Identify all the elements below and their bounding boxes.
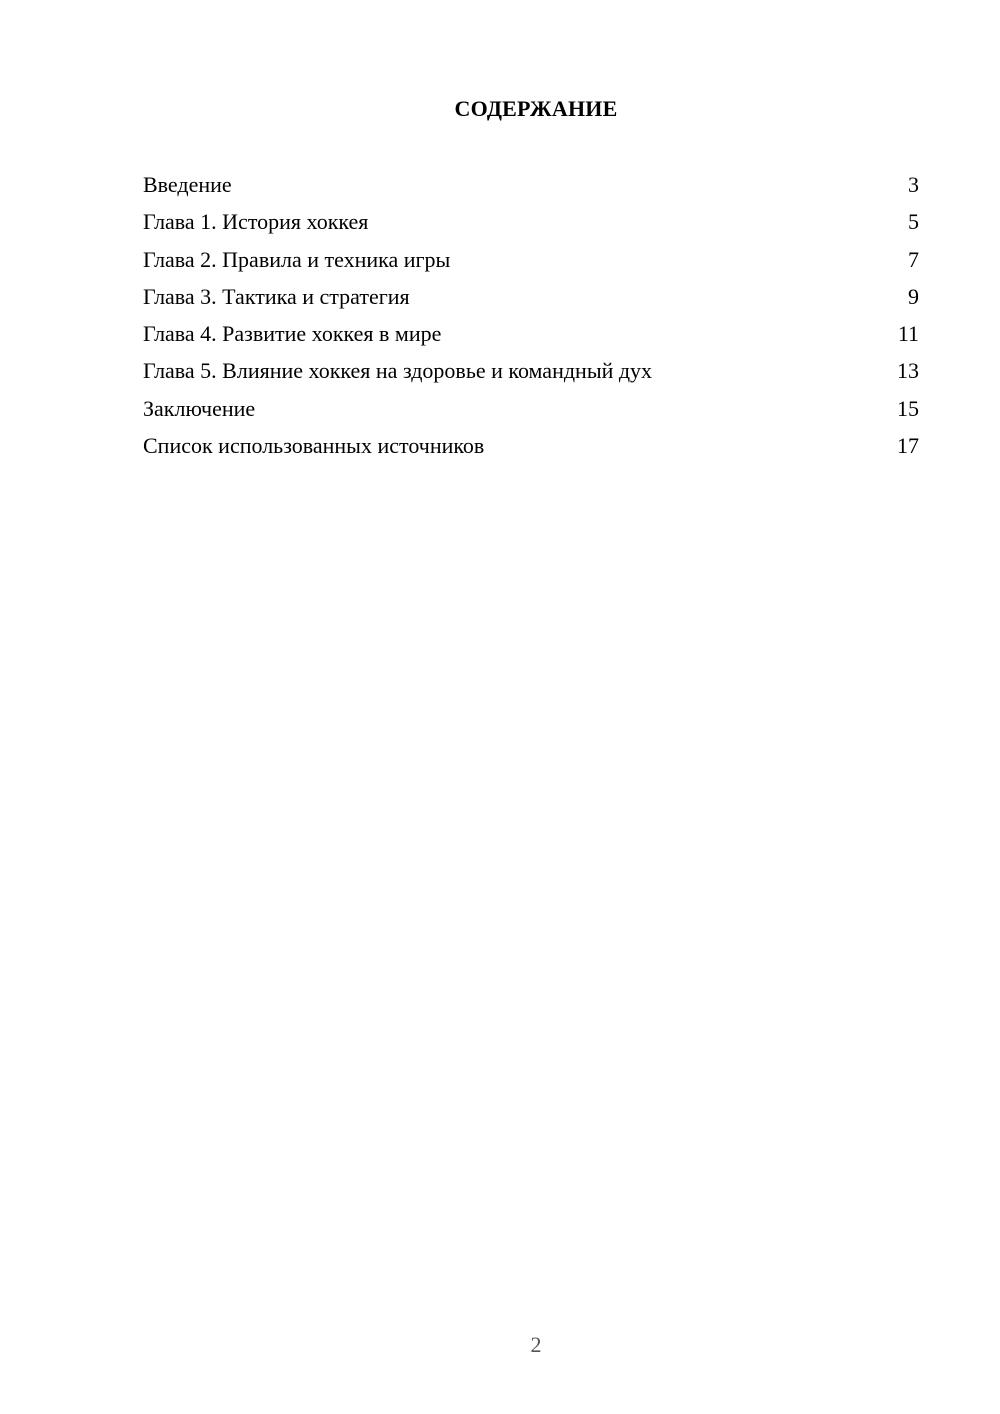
toc-entry-chapter-5[interactable] bbox=[143, 354, 919, 391]
toc-entry-page: 3 bbox=[908, 172, 919, 197]
toc-entry-title: Введение bbox=[143, 172, 232, 197]
toc-list bbox=[143, 168, 919, 466]
toc-entry-chapter-4[interactable] bbox=[143, 317, 919, 354]
page-number: 2 bbox=[530, 1332, 542, 1357]
toc-entry-page: 5 bbox=[908, 209, 919, 235]
toc-entry-page: 9 bbox=[908, 283, 919, 309]
toc-entry-page: 15 bbox=[897, 395, 919, 421]
toc-entry-page: 13 bbox=[897, 358, 919, 384]
toc-entry-page: 11 bbox=[897, 321, 919, 347]
toc-entry-title: Заключение bbox=[143, 395, 256, 421]
toc-entry-title: Глава 4. Развитие хоккея в мире bbox=[143, 321, 442, 347]
toc-entry-title: Глава 2. Правила и техника игры bbox=[143, 246, 451, 272]
toc-entry-conclusion[interactable] bbox=[143, 392, 919, 429]
toc-entry-chapter-3[interactable] bbox=[143, 280, 919, 317]
toc-entry-references[interactable] bbox=[143, 429, 919, 466]
toc-entry-introduction[interactable] bbox=[143, 168, 919, 205]
toc-entry-title: Глава 1. История хоккея bbox=[143, 209, 369, 235]
toc-entry-title: Глава 5. Влияние хоккея на здоровье и командный дух bbox=[143, 358, 653, 384]
toc-entry-page: 7 bbox=[908, 246, 919, 272]
toc-entry-chapter-1[interactable] bbox=[143, 205, 919, 242]
toc-entry-title: Глава 3. Тактика и стратегия bbox=[143, 283, 410, 309]
toc-entry-chapter-2[interactable] bbox=[143, 243, 919, 280]
toc-entry-page: 17 bbox=[897, 433, 919, 459]
toc-heading: СОДЕРЖАНИЕ bbox=[454, 96, 618, 121]
toc-entry-title: Список использованных источников bbox=[143, 433, 485, 459]
